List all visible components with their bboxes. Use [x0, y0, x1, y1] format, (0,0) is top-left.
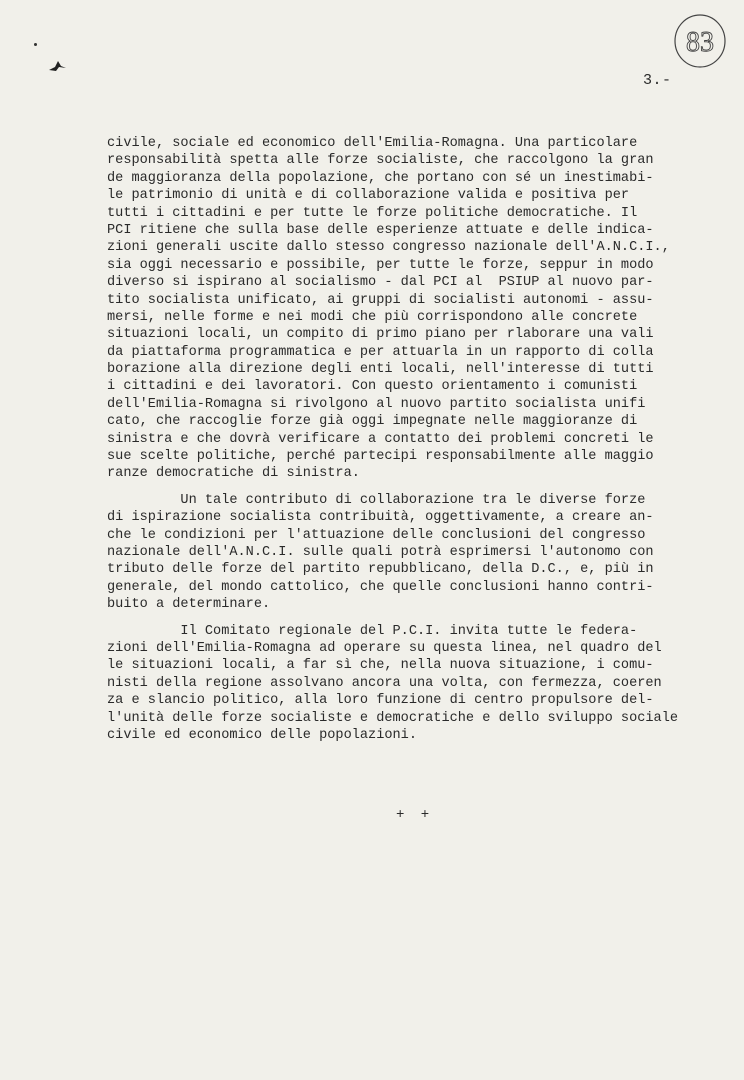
- text-line: le patrimonio di unità e di collaborazione valida e positiva per: [107, 188, 630, 204]
- text-line: diverso si ispirano al socialismo - dal PCI al PSIUP al nuovo par-: [107, 275, 654, 291]
- text-line: za e slancio politico, alla loro funzione di centro propulsore del-: [107, 693, 654, 709]
- text-line: borazione alla direzione degli enti locali, nell'interesse di tutti: [107, 362, 654, 378]
- text-line: i cittadini e dei lavoratori. Con questo orientamento i comunisti: [107, 379, 638, 395]
- text-line: civile, sociale ed economico dell'Emilia-Romagna. Una particolare: [107, 136, 638, 151]
- text-line: generale, del mondo cattolico, che quelle conclusioni hanno contri-: [107, 579, 654, 595]
- text-line: cato, che raccoglie forze già oggi impegnate nelle maggioranze di: [107, 414, 638, 430]
- text-line: Un tale contributo di collaborazione tra le diverse forze: [107, 492, 646, 508]
- letter-body: [107, 135, 727, 744]
- text-line: mersi, nelle forme e nei modi che più corrispondono alle concrete: [107, 309, 638, 325]
- text-line: da piattaforma programmatica e per attuarla in un rapporto di colla: [107, 344, 654, 360]
- text-line: dell'Emilia-Romagna si rivolgono al nuovo partito socialista unifi: [107, 396, 646, 412]
- text-line: zioni dell'Emilia-Romagna ad operare su questa linea, nel quadro del: [107, 640, 662, 656]
- text-line: responsabilità spetta alle forze socialiste, che raccolgono la gran: [107, 153, 654, 169]
- text-line: tutti i cittadini e per tutte le forze politiche democratiche. Il: [107, 205, 638, 221]
- closing-mark: + +: [396, 807, 434, 823]
- text-line: buito a determinare.: [107, 597, 271, 613]
- text-line: Il Comitato regionale del P.C.I. invita tutte le federa-: [107, 623, 638, 639]
- text-line: civile ed economico delle popolazioni.: [107, 727, 417, 743]
- text-line: tito socialista unificato, ai gruppi di socialisti autonomi - assu-: [107, 292, 654, 308]
- archive-stamp-number: 83: [686, 27, 714, 58]
- text-line: ranze democratiche di sinistra.: [107, 466, 360, 482]
- paragraph: [107, 623, 727, 745]
- text-line: sinistra e che dovrà verificare a contatto dei problemi concreti le: [107, 431, 654, 447]
- paragraph: [107, 135, 727, 483]
- page-number: 3.-: [643, 72, 672, 89]
- ink-dot: [34, 43, 37, 46]
- text-line: sue scelte politiche, perché partecipi responsabilmente alle maggio: [107, 449, 654, 465]
- text-line: situazioni locali, un compito di primo piano per rlaborare una vali: [107, 327, 654, 343]
- text-line: l'unità delle forze socialiste e democratiche e dello sviluppo sociale: [107, 710, 679, 726]
- archive-stamp-circle: [672, 12, 728, 70]
- text-line: zioni generali uscite dallo stesso congresso nazionale dell'A.N.C.I.,: [107, 240, 670, 256]
- text-line: nisti della regione assolvano ancora una volta, con fermezza, coeren: [107, 675, 662, 691]
- text-line: che le condizioni per l'attuazione delle conclusioni del congresso: [107, 527, 646, 543]
- text-line: sia oggi necessario e possibile, per tutte le forze, seppur in modo: [107, 257, 654, 273]
- paragraph: [107, 492, 727, 614]
- text-line: tributo delle forze del partito repubblicano, della D.C., e, più in: [107, 562, 654, 578]
- text-line: de maggioranza della popolazione, che portano con sé un inestimabi-: [107, 170, 654, 186]
- handwritten-tick-mark: [48, 58, 68, 74]
- text-line: PCI ritiene che sulla base delle esperienze attuate e delle indica-: [107, 222, 654, 238]
- text-line: le situazioni locali, a far sì che, nella nuova situazione, i comu-: [107, 658, 654, 674]
- text-line: di ispirazione socialista contribuità, oggettivamente, a creare an-: [107, 510, 654, 526]
- text-line: nazionale dell'A.N.C.I. sulle quali potrà esprimersi l'autonomo con: [107, 544, 654, 560]
